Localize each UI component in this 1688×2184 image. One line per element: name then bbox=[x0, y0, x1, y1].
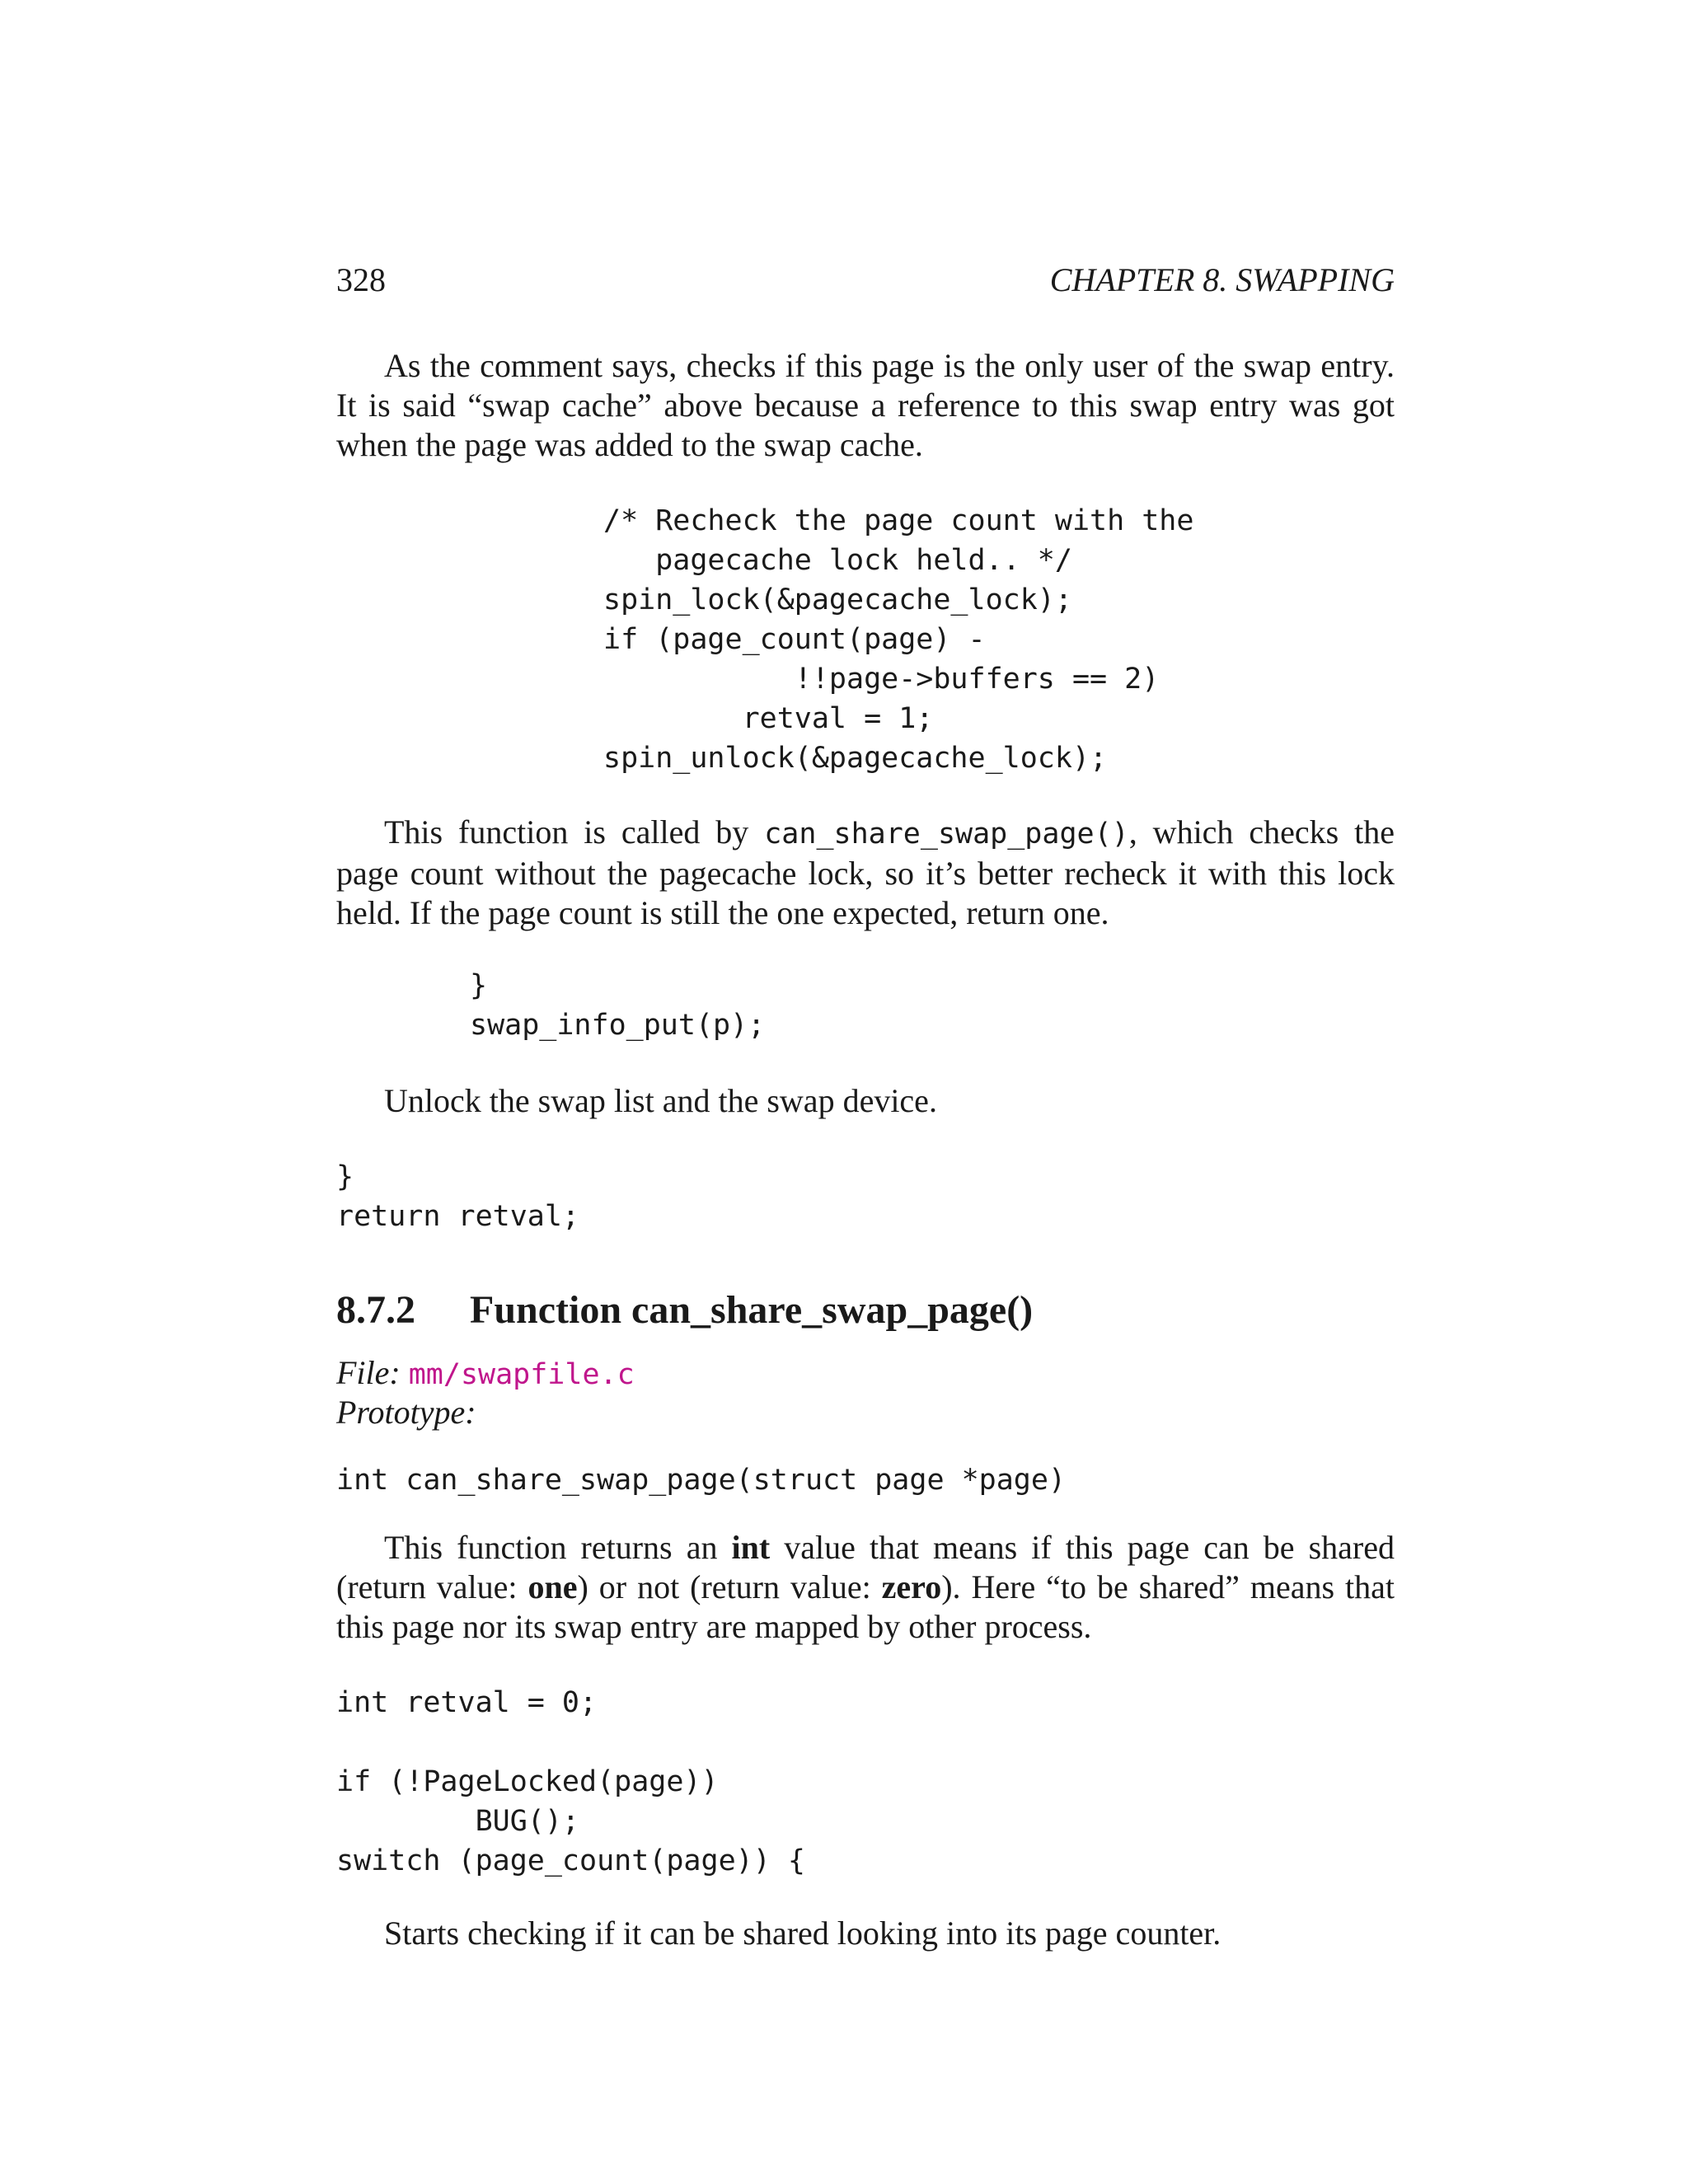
section-heading bbox=[336, 1287, 1033, 1333]
code-line: } bbox=[336, 1160, 354, 1193]
code-line: int retval = 0; bbox=[336, 1686, 598, 1719]
code-line: retval = 1; bbox=[603, 702, 934, 735]
code-block-retval bbox=[336, 1683, 805, 1881]
prototype-label: Prototype: bbox=[336, 1394, 476, 1431]
page-number: 328 bbox=[336, 261, 386, 298]
paragraph-comment-explanation: As the comment says, checks if this page is the only user of the swap entry. It is said “swap cache” above because a reference to this swap entry was got when the page was added to the swap cache. bbox=[336, 347, 1395, 463]
paragraph-function-called: This function is called by can_share_swap_page(), which checks the page count without the pagecache lock, so it’s better recheck it with this lock held. If the page count is still the one expected, return one. bbox=[336, 813, 1395, 931]
paragraph-return-value: This function returns an int value that means if this page can be shared (return value: one) or not (return value: zero). Here “to be shared” means that this page nor its swap entry are mapped by other process. bbox=[336, 1529, 1395, 1645]
code-line: } bbox=[470, 969, 488, 1002]
chapter-header: CHAPTER 8. SWAPPING bbox=[1049, 261, 1395, 298]
bold-int: int bbox=[731, 1529, 771, 1566]
bold-one: one bbox=[528, 1568, 578, 1605]
code-line: spin_unlock(&pagecache_lock); bbox=[603, 742, 1108, 775]
file-line bbox=[336, 1353, 635, 1392]
paragraph-page-counter: Starts checking if it can be shared looking into its page counter. bbox=[384, 1915, 1221, 1952]
code-line: swap_info_put(p); bbox=[470, 1009, 766, 1042]
code-line: if (page_count(page) - bbox=[603, 623, 986, 656]
section-title: Function can_share_swap_page() bbox=[470, 1288, 1034, 1332]
prototype-code: int can_share_swap_page(struct page *page) bbox=[336, 1464, 1067, 1497]
paragraph-unlock: Unlock the swap list and the swap device. bbox=[384, 1082, 937, 1119]
section-number: 8.7.2 bbox=[336, 1288, 415, 1332]
code-line: return retval; bbox=[336, 1200, 580, 1233]
file-label: File: bbox=[336, 1354, 401, 1391]
code-line: /* Recheck the page count with the bbox=[603, 504, 1194, 537]
code-line: spin_lock(&pagecache_lock); bbox=[603, 583, 1072, 616]
inline-code-can-share-swap-page: can_share_swap_page() bbox=[764, 818, 1129, 851]
file-path-link[interactable]: mm/swapfile.c bbox=[408, 1358, 635, 1391]
code-line: switch (page_count(page)) { bbox=[336, 1844, 805, 1877]
code-line: pagecache lock held.. */ bbox=[603, 544, 1072, 577]
code-block-recheck bbox=[603, 501, 1193, 778]
code-line: !!page->buffers == 2) bbox=[603, 663, 1160, 696]
code-line bbox=[336, 1722, 805, 1762]
bold-zero: zero bbox=[881, 1568, 942, 1605]
code-block-return bbox=[336, 1157, 579, 1236]
code-line: if (!PageLocked(page)) bbox=[336, 1765, 719, 1798]
code-block-swap-info-put bbox=[470, 966, 765, 1045]
code-line: BUG(); bbox=[336, 1805, 580, 1838]
